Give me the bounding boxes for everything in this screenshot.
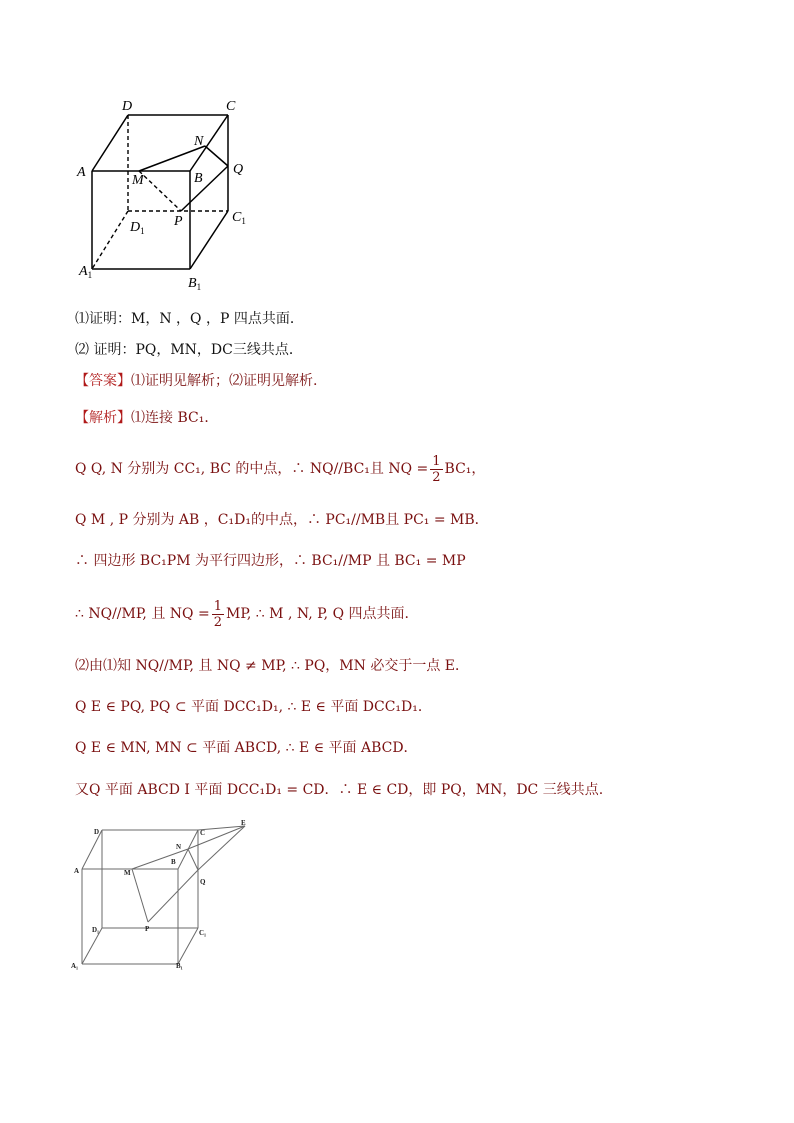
question-part-2: ⑵ 证明：PQ，MN，DC三线共点．: [75, 342, 303, 358]
label2-E: E: [241, 819, 246, 827]
label2-B1: B₁: [176, 962, 183, 970]
analysis-line-4: ∴ 四边形 BC₁PM 为平行四边形，∴ BC₁//MP 且 BC₁ = MP: [75, 553, 466, 569]
label-Q: Q: [233, 162, 244, 177]
cube-diagram-1: [70, 95, 260, 295]
label2-C: C: [200, 829, 206, 837]
analysis-line-5-a: ∴ NQ//MP, 且 NQ =: [75, 606, 210, 622]
label2-B: B: [171, 858, 176, 866]
fraction-numerator-2: 1: [213, 598, 222, 614]
answer-tag: 【答案】: [75, 373, 131, 389]
label2-Q: Q: [200, 878, 206, 886]
analysis-line-9: 又Q 平面 ABCD I 平面 DCC₁D₁ = CD．∴ E ∈ CD，即 PQ，MN，DC 三线共点.: [75, 782, 604, 798]
analysis-line-3: Q M , P 分别为 AB ，C₁D₁的中点，∴ PC₁//MB且 PC₁ = MB．: [75, 512, 489, 528]
cube-diagram-2: [68, 818, 258, 978]
fraction-numerator: 1: [432, 453, 441, 469]
label2-A1: A₁: [71, 962, 79, 970]
analysis-line-6: ⑵由⑴知 NQ//MP, 且 NQ ≠ MP, ∴ PQ，MN 必交于一点 E．: [75, 658, 470, 674]
fraction-denominator-2: 2: [213, 614, 222, 630]
label-B1: $B_1$: [188, 276, 202, 292]
label-C1: $C_1$: [232, 210, 246, 226]
analysis-line-8: Q E ∈ MN, MN ⊂ 平面 ABCD, ∴ E ∈ 平面 ABCD．: [75, 740, 418, 756]
analysis-line-5: [75, 597, 409, 631]
analysis-line-1: [75, 408, 218, 428]
fraction-denominator: 2: [432, 469, 441, 485]
answer-line: [75, 371, 317, 391]
label2-P: P: [145, 925, 150, 933]
label-D: D: [122, 99, 133, 114]
analysis-line-2-b: BC₁，: [444, 461, 486, 477]
analysis-step-1: ⑴连接 BC₁．: [131, 410, 219, 426]
label-M: M: [132, 173, 144, 188]
fraction-one-half-2: [212, 599, 224, 630]
label2-D: D: [94, 828, 100, 836]
label2-N: N: [176, 843, 182, 851]
question-part-1: ⑴证明：M，N ，Q ，P 四点共面．: [75, 311, 304, 327]
label2-A: A: [74, 867, 80, 875]
answer-text: ⑴证明见解析；⑵证明见解析.: [131, 373, 318, 389]
cube-figure-1: [70, 95, 260, 295]
fraction-one-half: [430, 454, 442, 485]
label-P: P: [174, 214, 183, 229]
label2-M: M: [124, 869, 131, 877]
analysis-line-2-a: Q Q, N 分别为 CC₁, BC 的中点，∴ NQ//BC₁且 NQ =: [75, 461, 429, 477]
label-A: A: [77, 165, 86, 180]
analysis-line-2: [75, 452, 485, 486]
cube-figure-2: [68, 818, 258, 978]
analysis-line-5-b: MP, ∴ M , N, P, Q 四点共面.: [225, 606, 409, 622]
label-B: B: [194, 171, 203, 186]
analysis-tag: 【解析】: [75, 410, 131, 426]
label2-C1: C₁: [199, 929, 207, 937]
label-C: C: [226, 99, 236, 114]
label-N: N: [194, 134, 204, 149]
label-A1: $A_1$: [79, 264, 93, 280]
label-D1: $D_1$: [130, 220, 145, 236]
analysis-line-7: Q E ∈ PQ, PQ ⊂ 平面 DCC₁D₁, ∴ E ∈ 平面 DCC₁D₁．: [75, 699, 432, 715]
label2-D1: D₁: [92, 926, 100, 934]
